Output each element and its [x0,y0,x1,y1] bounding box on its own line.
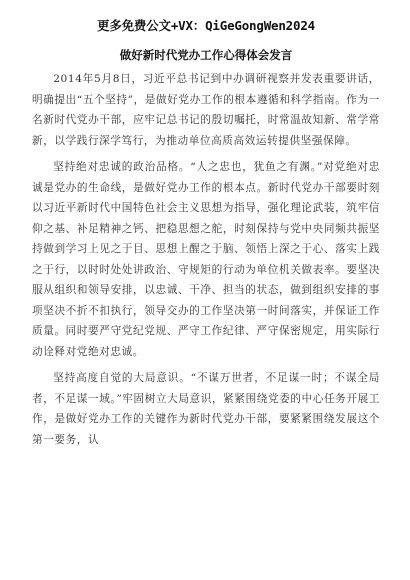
paragraph-intro: 2014年5月8日，习近平总书记到中办调研视察并发表重要讲话，明确提出“五个坚持”，是做好党办工作的根本遵循和科学指南。作为一名新时代党办干部，应牢记总书记的殷切嘱托，时常温故知新、常学常新，以学践行深学笃行，为推动单位高质高效运转提供坚强保障。 [32,73,380,147]
paragraph-loyalty: 坚持绝对忠诚的政治品格。“人之忠也，犹鱼之有渊。”对党绝对忠诚是党办的生命线，是做好党办工作的根本点。新时代党办干部要时刻以习近平新时代中国特色社会主义思想为指导，强化理论武装，筑牢信仰之基、补足精神之钙、把稳思想之舵，时刻保持与党中央同频共振坚持做到学习上见之于目、思想上醒之于脑、领悟上深之于心、落实上践之于行，以时时处处讲政治、守规矩的行动为单位机关做表率。要坚决服从组织和领导安排，以忠诚、干净、担当的状态，做到组织安排的事项坚决不折不扣执行，领导交办的工作坚决第一时间落实，并保证工作质量。同时要严守党纪党规、严守工作纪律、严守保密规定，用实际行动诠释对党绝对忠诚。 [32,161,380,358]
paragraph-overall-view: 坚持高度自觉的大局意识。“不谋万世者，不足谋一时；不谋全局者，不足谋一域。”牢固树立大局意识，紧紧围绕党委的中心任务开展工作，是做好党办工作的关键作为新时代党办干部，要紧紧围绕发展这个第一要务，认 [32,372,380,446]
document-title: 做好新时代党办工作心得体会发言 [119,48,293,62]
promo-banner: 更多免费公文+VX：QiGeGongWen2024 [97,18,315,33]
